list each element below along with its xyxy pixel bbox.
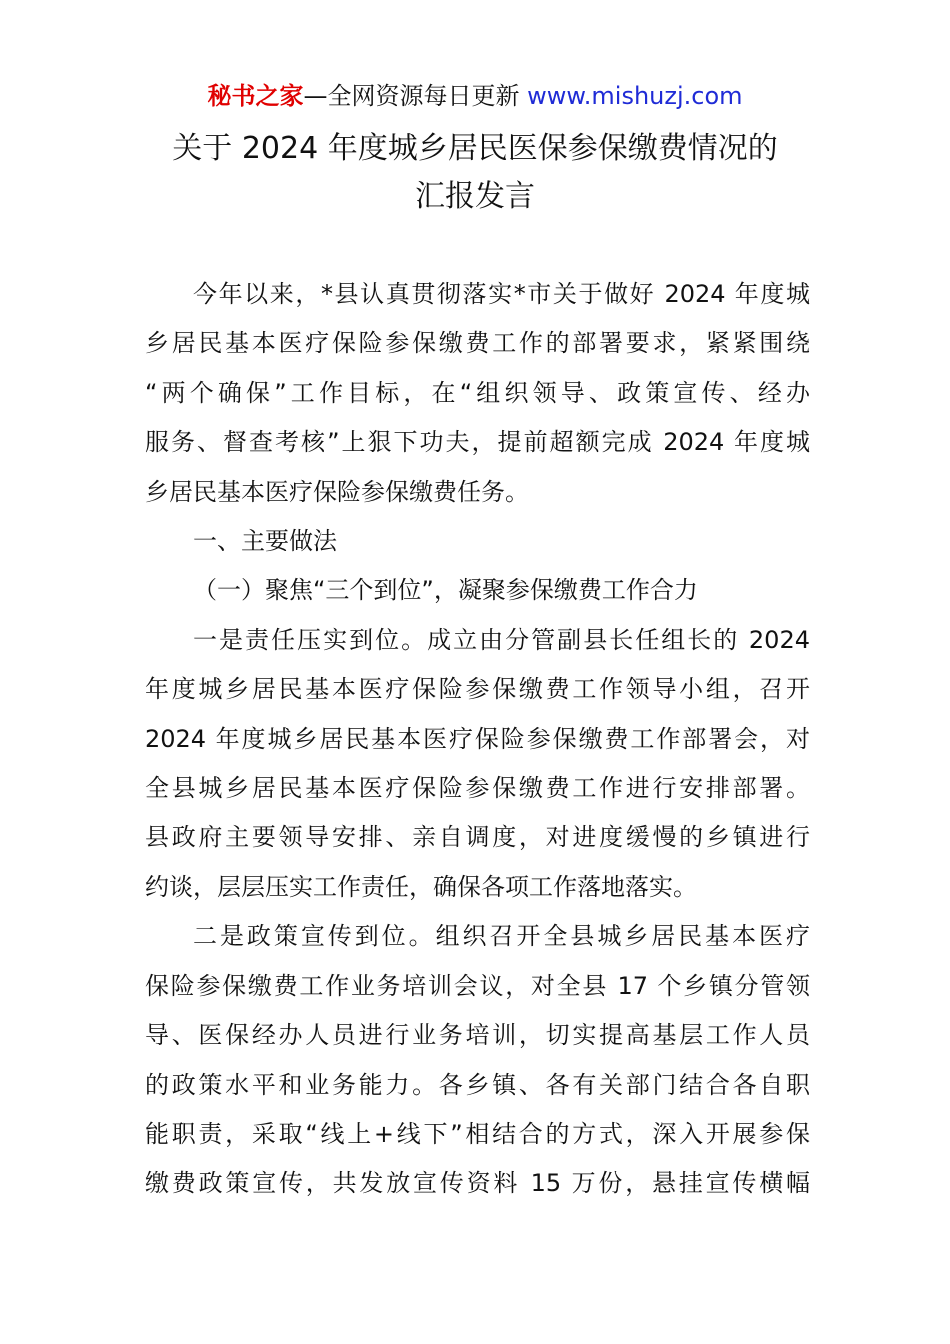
para2-line-3: 2024 年度城乡居民基本医疗保险参保缴费工作部署会，对 [145, 724, 810, 753]
intro-line-3: “两个确保”工作目标，在“组织领导、政策宣传、经办 [145, 378, 810, 407]
para3-line-1: 二是政策宣传到位。组织召开全县城乡居民基本医疗 [193, 922, 810, 951]
brand-name: 秘书之家 [207, 82, 304, 110]
para2-line-2: 年度城乡居民基本医疗保险参保缴费工作领导小组，召开 [145, 675, 810, 704]
site-header [0, 78, 950, 114]
para2-line-5: 县政府主要领导安排、亲自调度，对进度缓慢的乡镇进行 [145, 823, 810, 852]
document-title-line-2: 汇报发言 [415, 179, 535, 214]
intro-paragraph [145, 270, 810, 517]
document-body [145, 270, 810, 1209]
site-url-link[interactable]: www.mishuzj.com [527, 82, 743, 110]
para3-line-3: 导、医保经办人员进行业务培训，切实提高基层工作人员 [145, 1021, 810, 1050]
para3-line-6: 缴费政策宣传，共发放宣传资料 15 万份，悬挂宣传横幅 [145, 1169, 810, 1198]
para2-line-6: 约谈，层层压实工作责任，确保各项工作落地落实。 [145, 872, 697, 901]
intro-line-4: 服务、督查考核”上狠下功夫，提前超额完成 2024 年度城 [145, 428, 810, 457]
para2-line-1: 一是责任压实到位。成立由分管副县长任组长的 2024 [193, 625, 810, 654]
para3-line-2: 保险参保缴费工作业务培训会议，对全县 17 个乡镇分管领 [145, 971, 810, 1000]
intro-line-5: 乡居民基本医疗保险参保缴费任务。 [145, 477, 529, 506]
para3-line-5: 能职责，采取“线上+线下”相结合的方式，深入开展参保 [145, 1119, 810, 1148]
header-tagline: —全网资源每日更新 [303, 82, 520, 110]
responsibility-paragraph [145, 616, 810, 912]
section-heading-1: 一、主要做法 [193, 527, 337, 556]
intro-line-2: 乡居民基本医疗保险参保缴费工作的部署要求，紧紧围绕 [145, 329, 810, 358]
para3-line-4: 的政策水平和业务能力。各乡镇、各有关部门结合各自职 [145, 1070, 810, 1099]
para2-line-4: 全县城乡居民基本医疗保险参保缴费工作进行安排部署。 [145, 774, 810, 803]
policy-paragraph [145, 912, 810, 1208]
document-title-line-1: 关于 2024 年度城乡居民医保参保缴费情况的 [172, 131, 778, 166]
subsection-heading-1: （一）聚焦“三个到位”，凝聚参保缴费工作合力 [193, 576, 698, 605]
intro-line-1: 今年以来，*县认真贯彻落实*市关于做好 2024 年度城 [193, 280, 810, 308]
